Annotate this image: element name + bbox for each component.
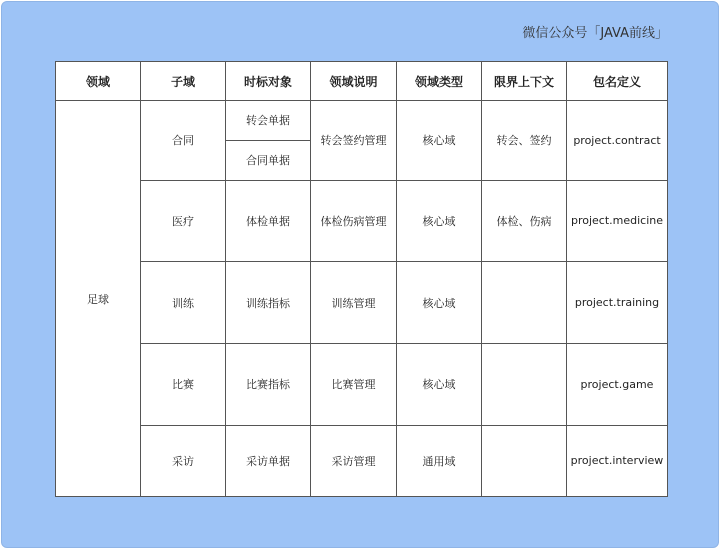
header-package: 包名定义 — [567, 62, 668, 101]
header-subdomain: 子域 — [141, 62, 226, 101]
domain-table — [55, 61, 668, 497]
header-context: 限界上下文 — [482, 62, 567, 101]
table-row — [56, 425, 668, 496]
package-cell: project.game — [567, 343, 668, 425]
description-cell: 体检伤病管理 — [311, 180, 397, 262]
header-type: 领域类型 — [397, 62, 482, 101]
type-cell: 核心域 — [397, 343, 482, 425]
table-row — [56, 180, 668, 262]
object-cell: 转会单据 — [226, 101, 311, 141]
package-cell: project.contract — [567, 101, 668, 181]
table-row — [56, 262, 668, 344]
context-cell — [482, 262, 567, 344]
header-description: 领域说明 — [311, 62, 397, 101]
context-cell — [482, 425, 567, 496]
subdomain-cell: 采访 — [141, 425, 226, 496]
object-cell: 训练指标 — [226, 262, 311, 344]
header-row — [56, 62, 668, 101]
description-cell: 比赛管理 — [311, 343, 397, 425]
object-cell: 比赛指标 — [226, 343, 311, 425]
watermark: 微信公众号「JAVA前线」 — [522, 26, 668, 41]
context-cell — [482, 343, 567, 425]
header-objects: 时标对象 — [226, 62, 311, 101]
background-frame — [1, 1, 719, 548]
object-cell: 体检单据 — [226, 180, 311, 262]
header-domain: 领域 — [56, 62, 141, 101]
domain-cell: 足球 — [56, 101, 141, 497]
subdomain-cell: 训练 — [141, 262, 226, 344]
subdomain-cell: 合同 — [141, 101, 226, 181]
package-cell: project.training — [567, 262, 668, 344]
table-row — [56, 101, 668, 141]
object-cell: 合同单据 — [226, 140, 311, 180]
subdomain-cell: 医疗 — [141, 180, 226, 262]
description-cell: 采访管理 — [311, 425, 397, 496]
table-row — [56, 343, 668, 425]
object-cell: 采访单据 — [226, 425, 311, 496]
package-cell: project.medicine — [567, 180, 668, 262]
type-cell: 核心域 — [397, 101, 482, 181]
subdomain-cell: 比赛 — [141, 343, 226, 425]
type-cell: 核心域 — [397, 180, 482, 262]
type-cell: 通用域 — [397, 425, 482, 496]
description-cell: 训练管理 — [311, 262, 397, 344]
type-cell: 核心域 — [397, 262, 482, 344]
package-cell: project.interview — [567, 425, 668, 496]
context-cell: 体检、伤病 — [482, 180, 567, 262]
description-cell: 转会签约管理 — [311, 101, 397, 181]
context-cell: 转会、签约 — [482, 101, 567, 181]
